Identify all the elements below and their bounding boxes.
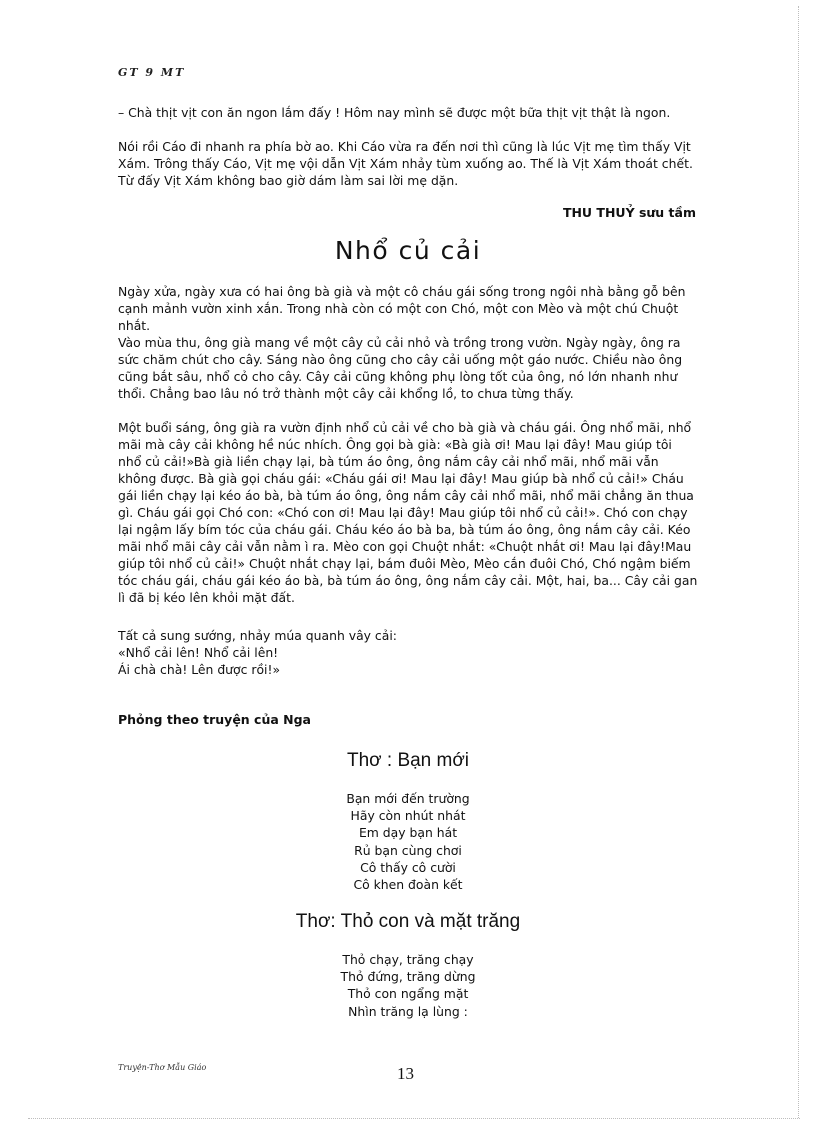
previous-story-paragraph-1: – Chà thịt vịt con ăn ngon lắm đấy ! Hôm nay mình sẽ được một bữa thịt vịt thật là ngon.	[118, 105, 671, 120]
poem-line: Cô thấy cô cười	[360, 859, 456, 875]
story-paragraph-5: «Nhổ cải lên! Nhổ cải lên!	[118, 645, 279, 660]
previous-story-paragraph-2: Nói rồi Cáo đi nhanh ra phía bờ ao. Khi Cáo vừa ra đến nơi thì cũng là lúc Vịt mẹ tìm thấy Vịt Xám. Trông thấy Cáo, Vịt mẹ vội dẫn Vịt Xám nhảy tùm xuống ao. Thế là Vịt Xám thoát chết. Từ đấy Vịt Xám không bao giờ dám làm sai lời mẹ dặn.	[118, 139, 693, 188]
story-credit: THU THUỶ sưu tầm	[562, 205, 696, 220]
poem-line: Thỏ đứng, trăng dừng	[340, 969, 476, 985]
poem-line: Rủ bạn cùng chơi	[354, 842, 462, 858]
story-paragraph-2: Vào mùa thu, ông già mang về một cây củ cải nhỏ và trồng trong vườn. Ngày ngày, ông ra sức chăm chút cho cây. Sáng nào ông cũng cho cây cải uống một gáo nước. Chiều nào ông cũng bắt sâu, nhổ cỏ cho cây. Cây cải cũng không phụ lòng tốt của ông, nó lớn nhanh như thổi. Chẳng bao lâu nó trở thành một cây cải khổng lồ, to chưa từng thấy.	[118, 335, 683, 401]
poem-line: Bạn mới đến trường	[346, 791, 470, 806]
poem-line: Thỏ con ngẩng mặt	[347, 986, 469, 1002]
poem-2-stanza	[0, 951, 816, 1020]
poem-line: Thỏ chạy, trăng chạy	[342, 952, 474, 967]
poem-2-title: Thơ: Thỏ con và mặt trăng	[295, 911, 521, 932]
poem-1-title: Thơ : Bạn mới	[346, 750, 470, 771]
header-mark: GT 9 MT	[118, 66, 186, 79]
story-paragraph-6: Ái chà chà! Lên được rồi!»	[118, 662, 281, 677]
footer-left-text: Truyện-Thơ Mẫu Giáo	[118, 1063, 207, 1072]
right-page-border	[798, 6, 799, 1118]
story-title: Nhổ củ cải	[334, 236, 482, 265]
poem-1-stanza	[0, 790, 816, 893]
poem-line: Cô khen đoàn kết	[353, 877, 463, 893]
poem-line: Hãy còn nhút nhát	[350, 808, 466, 824]
story-paragraph-3: Một buổi sáng, ông già ra vườn định nhổ củ cải về cho bà già và cháu gái. Ông nhổ mãi, nhổ mãi mà cây cải không hề núc nhích. Ông gọi bà già: «Bà già ơi! Mau lại đây! Mau giúp tôi nhổ củ cải!»Bà già liền chạy lại, bà túm áo ông, ông nắm cây cải nhổ mãi, nhổ mãi vẫn không được. Bà già gọi cháu gái: «Cháu gái ơi! Mau lại đây! Mau giúp bà nhổ củ cải!» Cháu gái liền chạy lại kéo áo bà, bà túm áo ông, ông nắm cây cải nhổ mãi, nhổ mãi chẳng ăn thua gì. Cháu gái gọi Chó con: «Chó con ơi! Mau lại đây! Mau giúp tôi nhổ củ cải!». Chó con chạy lại ngậm lấy bím tóc của cháu gái. Cháu kéo áo bà ba, bà túm áo ông, ông nắm cây cải. Kéo mãi nhổ mãi cây cải vẫn nằm ì ra. Mèo con gọi Chuột nhắt: «Chuột nhắt ơi! Mau lại đây!Mau giúp tôi nhổ củ cải!» Chuột nhắt chạy lại, bám đuôi Mèo, Mèo cắn đuôi Chó, Chó ngậm biếm tóc cháu gái, cháu gái kéo áo bà, bà túm áo ông, ông nắm cây cải. Một, hai, ba... Cây cải gan lì đã bị kéo lên khỏi mặt đất.	[118, 420, 698, 605]
page-number: 13	[397, 1064, 414, 1083]
poem-line: Em dạy bạn hát	[358, 825, 458, 841]
story-source: Phỏng theo truyện của Nga	[118, 712, 311, 727]
poem-line: Nhìn trăng lạ lùng :	[348, 1003, 468, 1019]
story-paragraph-1: Ngày xửa, ngày xưa có hai ông bà già và một cô cháu gái sống trong ngôi nhà bằng gỗ bên cạnh mảnh vườn xinh xắn. Trong nhà còn có một con Chó, một con Mèo và một chú Chuột nhắt.	[118, 284, 686, 333]
story-paragraph-4: Tất cả sung sướng, nhảy múa quanh vây cải:	[118, 628, 397, 643]
bottom-page-border	[28, 1118, 800, 1119]
